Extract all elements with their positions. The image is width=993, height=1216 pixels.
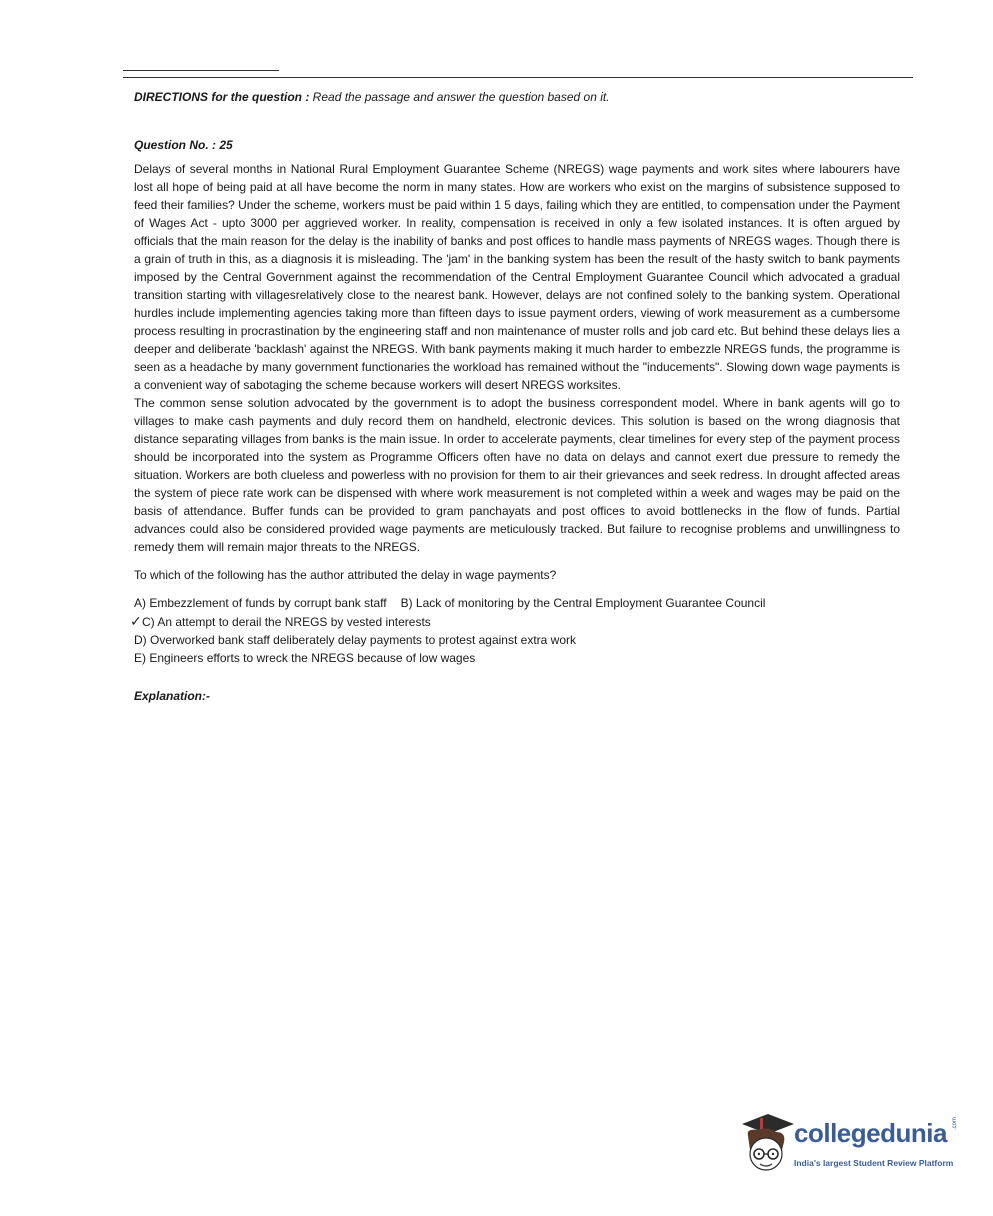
question-number: Question No. : 25 bbox=[134, 138, 233, 152]
option-e: E) Engineers efforts to wreck the NREGS because of low wages bbox=[134, 651, 476, 665]
option-row-ab bbox=[134, 594, 900, 612]
option-c: C) An attempt to derail the NREGS by vested interests bbox=[142, 615, 431, 629]
option-c-row bbox=[130, 612, 900, 631]
question-prompt: To which of the following has the author attributed the delay in wage payments? bbox=[134, 568, 557, 582]
explanation-label: Explanation:- bbox=[134, 689, 211, 703]
header-rule-long bbox=[123, 77, 913, 78]
passage-paragraph-1: Delays of several months in National Rural Employment Guarantee Scheme (NREGS) wage payments and work sites where labourers have lost all hope of being paid at all have become the norm in many states. How are workers who exist on the margins of subsistence supposed to feed their families? Under the scheme, workers must be paid within 1 5 days, failing which they are entitled, to compensation under the Payment of Wages Act - upto 3000 per aggrieved worker. In reality, compensation is received in only a few isolated instances. It is often argued by officials that the main reason for the delay is the inability of banks and post offices to handle mass payments of NREGS wages. Though there is a grain of truth in this, as a diagnosis it is misleading. The 'jam' in the banking system has been the result of the hasty switch to bank payments imposed by the Central Government against the recommendation of the Central Employment Guarantee Council which advocated a gradual transition starting with villagesrelatively close to the nearest bank. However, delays are not confined solely to the banking system. Operational hurdles include implementing agencies taking more than fifteen days to issue payment orders, viewing of work measurement as a cumbersome process resulting in procrastination by the engineering staff and non maintenance of muster rolls and job card etc. But behind these delays lies a deeper and deliberate 'backlash' against the NREGS. With bank payments making it much harder to embezzle NREGS funds, the programme is seen as a headache by many government functionaries the workload has remained without the "inducements". Slowing down wage payments is a convenient way of sabotaging the scheme because workers will desert NREGS worksites. bbox=[134, 162, 900, 392]
option-d: D) Overworked bank staff deliberately delay payments to protest against extra work bbox=[134, 633, 576, 647]
directions-line bbox=[134, 88, 900, 106]
collegedunia-logo bbox=[732, 1108, 962, 1188]
student-mascot-icon bbox=[738, 1110, 796, 1180]
logo-tagline: India's largest Student Review Platform bbox=[794, 1158, 954, 1168]
check-icon: ✓ bbox=[130, 613, 142, 629]
header-rule-short bbox=[123, 70, 279, 71]
logo-wordmark: collegedunia bbox=[794, 1118, 947, 1148]
passage-paragraph-2: The common sense solution advocated by the government is to adopt the business correspondent model. Where in bank agents will go to villages to make cash payments and duly record them on handheld, electronic devices. This solution is based on the wrong diagnosis that distance separating villages from banks is the main issue. In order to accelerate payments, clear timelines for every step of the payment process should be incorporated into the system as Programme Officers often have no data on delays and cannot exert due pressure to remedy the situation. Workers are both clueless and powerless with no provision for them to air their grievances and seek redress. In drought affected areas the system of piece rate work can be dispensed with where work measurement is not completed within a week and wages may be paid on the basis of attendance. Buffer funds can be provided to gram panchayats and post offices to avoid bottlenecks in the flow of funds. Partial advances could also be considered provided wage payments are meticulously tracked. But failure to recognise problems and unwillingness to remedy them will remain major threats to the NREGS. bbox=[134, 396, 900, 554]
option-a: A) Embezzlement of funds by corrupt bank staff bbox=[134, 596, 387, 610]
directions-label: DIRECTIONS for the question : bbox=[134, 90, 310, 104]
question-content bbox=[130, 88, 900, 717]
directions-text: Read the passage and answer the question based on it. bbox=[309, 90, 610, 104]
option-b: B) Lack of monitoring by the Central Employment Guarantee Council bbox=[400, 596, 766, 610]
logo-domain-suffix: .com bbox=[952, 1116, 958, 1130]
